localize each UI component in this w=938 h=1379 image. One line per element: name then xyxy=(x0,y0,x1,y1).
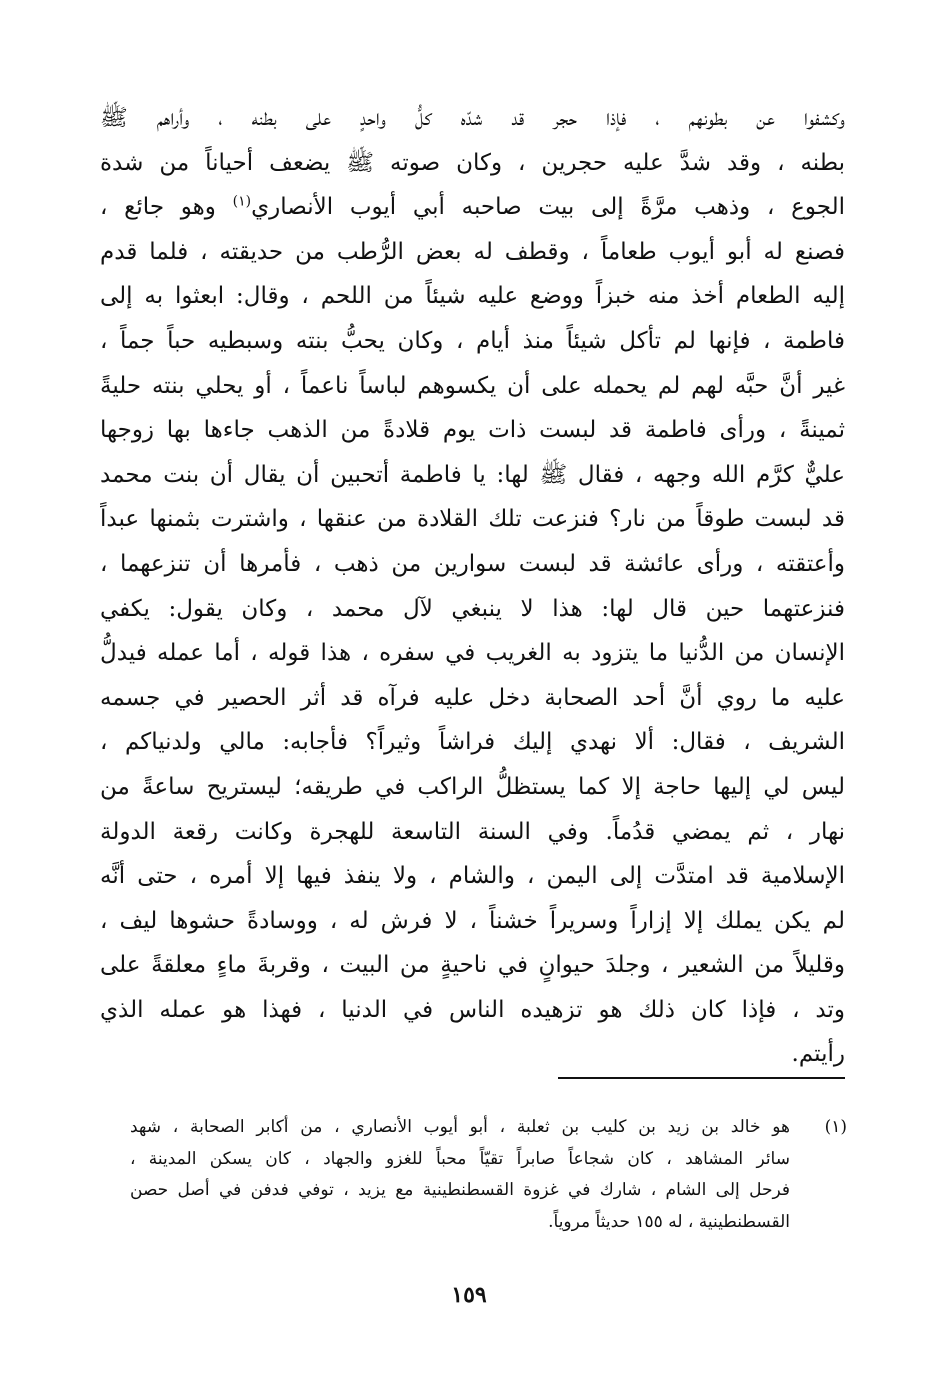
text-line: عليٌّ كرَّم الله وجهه ، فقال ﷺ لها: يا فاطمة أتحبين أن يقال أن بنت محمد xyxy=(100,461,845,488)
text-line: وقليلاً من الشعير ، وجلدَ حيوانٍ في ناحيةٍ من البيت ، وقربةَ ماءٍ معلقةً على xyxy=(100,952,845,979)
footnote-separator xyxy=(558,1077,845,1079)
text-line-with-footnote-ref xyxy=(100,185,845,230)
text-line: الإسلامية قد امتدَّت إلى اليمن ، والشام ، ولا ينفذ فيها إلا أمره ، حتى أنَّه xyxy=(100,863,845,890)
text-line: الشريف ، فقال: ألا نهدي إليك فراشاً وثيراً؟ فأجابه: مالي ولدنياكم ، xyxy=(100,729,845,756)
footnote-line: سائر المشاهد ، كان شجاعاً صابراً تقيّاً محباً للغزو والجهاد ، كان يسكن المدينة ، xyxy=(130,1148,790,1169)
text-line: فصنع له أبو أيوب طعاماً ، وقطف له بعض الرُّطب من حديقته ، فلما قدم xyxy=(100,238,845,265)
text-line: الإنسان من الدُّنيا ما يتزود به الغريب في سفره ، هذا قوله ، أما عمله فيدلُّ xyxy=(100,640,845,667)
text-line: وأعتقته ، ورأى عائشة قد لبست سوارين من ذهب ، فأمرها أن تنزعهما ، xyxy=(100,550,845,577)
text-line: نهار ، ثم يمضي قدُماً. وفي السنة التاسعة للهجرة وكانت رقعة الدولة xyxy=(100,818,845,845)
footnote-line: هو خالد بن زيد بن كليب بن ثعلبة ، أبو أيوب الأنصاري ، من أكابر الصحابة ، شهد xyxy=(130,1117,790,1137)
footnote-body xyxy=(130,1112,790,1238)
footnote-number: (١) xyxy=(824,1117,847,1137)
footnote-reference-marker[interactable]: (١) xyxy=(232,193,252,210)
text-line: وتد ، فإذا كان ذلك هو تزهيده الناس في الدنيا ، فهذا هو عمله الذي xyxy=(100,996,845,1023)
text-line: بطنه ، وقد شدَّ عليه حجرين ، وكان صوته ﷺ يضعف أحياناً من شدة xyxy=(100,149,845,176)
footnote-line: فرحل إلى الشام ، شارك في غزوة القسطنطينية مع يزيد ، توفي فدفن في أصل حصن xyxy=(130,1180,790,1200)
footnote xyxy=(130,1112,847,1238)
text-line: عليه ما روي أنَّ أحد الصحابة دخل عليه فرآه قد أثر الحصير في جسمه xyxy=(100,684,845,711)
text-line: ليس لي إليها حاجة إلا كما يستظلُّ الراكب في طريقه؛ ليستريح ساعةً من xyxy=(100,773,845,800)
text-line: ثمينةً ، ورأى فاطمة قد لبست ذات يوم قلادةً من الذهب جاءها بها زوجها xyxy=(100,417,845,444)
text-line: غير أنَّ حبَّه لهم لم يحمله على أن يكسوهم لباساً ناعماً ، أو يحلي بنته حليةً xyxy=(100,372,845,399)
text-line-tail: وهو جائع ، xyxy=(100,194,233,221)
main-text-block xyxy=(100,96,845,1077)
footnote-line: القسطنطينية ، له ١٥٥ حديثاً مروياً. xyxy=(548,1211,790,1232)
text-line: وكشفوا عن بطونهم ، فإذا حجر قد شدّه كلُّ واحدٍ على بطنه ، وأراهم ﷺ xyxy=(100,105,845,131)
page-number: ١٥٩ xyxy=(451,1282,487,1308)
text-line: إليه الطعام أخذ منه خبزاً ووضع عليه شيئاً من اللحم ، وقال: ابعثوا به إلى xyxy=(100,283,845,310)
text-line: قد لبست طوقاً من نار؟ فنزعت تلك القلادة من عنقها ، واشترت بثمنها عبداً xyxy=(100,506,845,533)
text-line: رأيتم. xyxy=(791,1041,845,1068)
text-line-head: الجوع ، وذهب مرَّةً إلى بيت صاحبه أبي أيوب الأنصاري xyxy=(251,194,845,221)
text-line: لم يكن يملك إلا إزاراً وسريراً خشناً ، لا فرش له ، ووسادةً حشوها ليف ، xyxy=(100,907,845,934)
text-line: فنزعتهما حين قال لها: هذا لا ينبغي لآل محمد ، وكان يقول: يكفي xyxy=(100,595,845,622)
text-line: فاطمة ، فإنها لم تأكل شيئاً منذ أيام ، وكان يحبُّ بنته وسبطيه حباً جماً ، xyxy=(100,327,845,354)
